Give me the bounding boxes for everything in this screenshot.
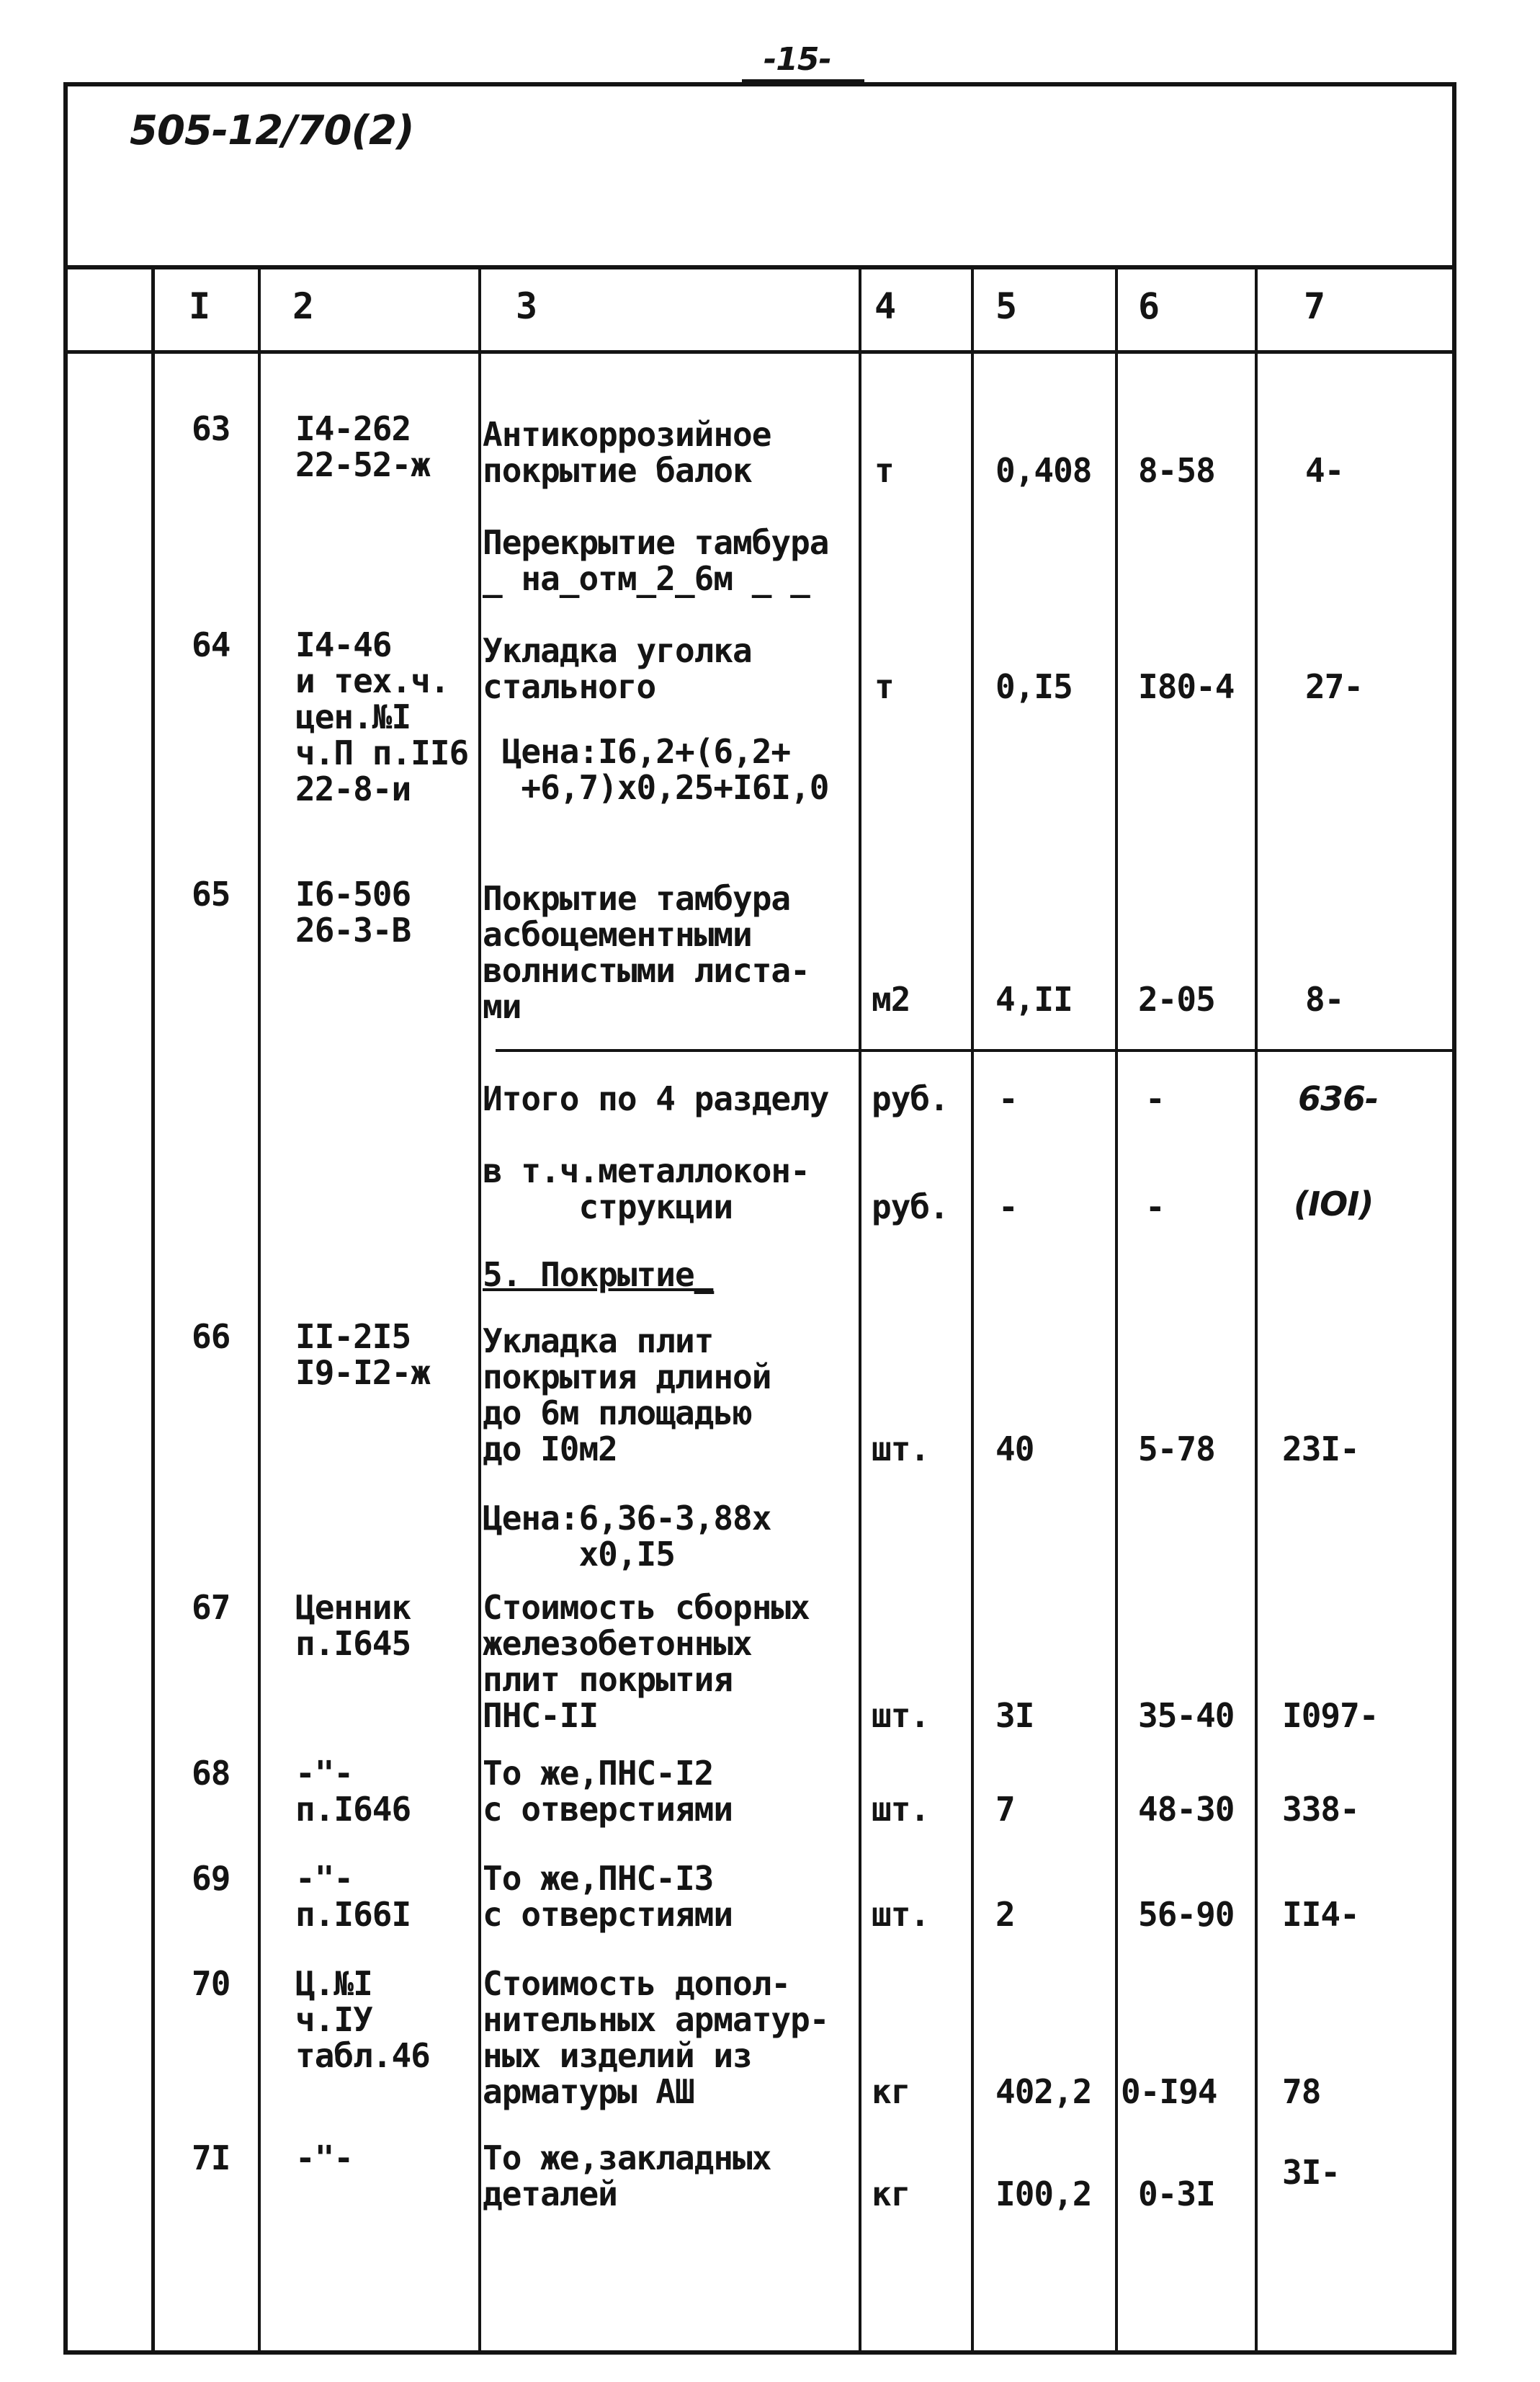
metal-structures-quantity: - xyxy=(998,1187,1018,1226)
col-sep-3 xyxy=(478,265,481,2355)
row-67-total: I097- xyxy=(1282,1696,1379,1735)
row-68-number: 68 xyxy=(192,1754,230,1793)
row-69-price: 56-90 xyxy=(1138,1895,1235,1934)
col-header-4: 4 xyxy=(874,285,896,327)
row-67-number: 67 xyxy=(192,1588,230,1627)
section-4-total-amount: 636- xyxy=(1298,1079,1379,1118)
row-65-description: Покрытие тамбура асбоцементными волнистыми листа- ми xyxy=(483,879,810,1026)
row-71-description: То же,закладных деталей xyxy=(483,2138,771,2213)
row-66-price-calc: Цена:6,36-3,88х х0,I5 xyxy=(483,1499,771,1574)
row-64-code: I4-46 и тех.ч. цен.№I ч.П п.II6 22-8-и xyxy=(295,625,469,808)
row-67-code: Ценник п.I645 xyxy=(295,1588,411,1663)
row-67-quantity: 3I xyxy=(995,1696,1034,1735)
col-sep-4 xyxy=(859,265,861,2355)
row-68-total: 338- xyxy=(1282,1790,1359,1829)
row-64-unit: т xyxy=(874,667,894,706)
row-69-total: II4- xyxy=(1282,1895,1359,1934)
row-69-number: 69 xyxy=(192,1859,230,1898)
metal-structures-unit: руб. xyxy=(872,1187,949,1226)
row-71-price: 0-3I xyxy=(1138,2174,1215,2213)
row-66-quantity: 40 xyxy=(995,1429,1034,1468)
row-71-quantity: I00,2 xyxy=(995,2174,1092,2213)
row-69-unit: шт. xyxy=(872,1895,930,1934)
row-63-code: I4-262 22-52-ж xyxy=(295,409,430,484)
row-68-unit: шт. xyxy=(872,1790,930,1829)
metal-structures-price: - xyxy=(1145,1187,1165,1226)
row-65-price: 2-05 xyxy=(1138,980,1215,1019)
row-63-quantity: 0,408 xyxy=(995,451,1092,490)
row-65-number: 65 xyxy=(192,875,230,914)
row-69-code: -"- п.I66I xyxy=(295,1859,411,1934)
row-66-price: 5-78 xyxy=(1138,1429,1215,1468)
row-64-number: 64 xyxy=(192,625,230,664)
col-header-7: 7 xyxy=(1304,285,1325,327)
col-sep-2 xyxy=(258,265,261,2355)
row-66-total: 23I- xyxy=(1282,1429,1359,1468)
row-69-quantity: 2 xyxy=(995,1895,1015,1934)
row-71-code: -"- xyxy=(295,2138,354,2177)
row-64-description: Укладка уголка стального xyxy=(483,631,752,706)
row-69-description: То же,ПНС-I3 с отверстиями xyxy=(483,1859,733,1934)
row-65-unit: м2 xyxy=(872,980,910,1019)
page-number: -15- xyxy=(764,41,831,78)
frame-right xyxy=(1452,82,1456,2355)
row-70-description: Стоимость допол- нительных арматур- ных изделий из арматуры АШ xyxy=(483,1964,829,2111)
row-70-unit: кг xyxy=(872,2072,910,2111)
row-65-quantity: 4,II xyxy=(995,980,1073,1019)
col-sep-5 xyxy=(971,265,974,2355)
row-64-quantity: 0,I5 xyxy=(995,667,1073,706)
row-66-unit: шт. xyxy=(872,1429,930,1468)
row-70-quantity: 402,2 xyxy=(995,2072,1092,2111)
section-4-total-label: Итого по 4 разделу xyxy=(483,1079,829,1118)
row-64-total: 27- xyxy=(1305,667,1364,706)
row-70-total: 78 xyxy=(1282,2072,1321,2111)
col-header-6: 6 xyxy=(1138,285,1160,327)
row-66-description: Укладка плит покрытия длиной до 6м площадью до I0м2 xyxy=(483,1321,771,1468)
row-68-description: То же,ПНС-I2 с отверстиями xyxy=(483,1754,733,1829)
subheading-tambour: Перекрытие тамбура _ на_отм_2_6м _ _ xyxy=(483,523,829,598)
row-70-code: Ц.№I ч.IУ табл.46 xyxy=(295,1964,430,2075)
metal-structures-label: в т.ч.металлокон- струкции xyxy=(483,1151,810,1226)
row-63-description: Антикоррозийное покрытие балок xyxy=(483,415,771,490)
row-71-unit: кг xyxy=(872,2174,910,2213)
row-71-number: 7I xyxy=(192,2138,230,2177)
header-line-bottom xyxy=(63,350,1456,354)
metal-structures-amount: (IOI) xyxy=(1294,1185,1374,1223)
row-67-price: 35-40 xyxy=(1138,1696,1235,1735)
col-sep-7 xyxy=(1255,265,1258,2355)
row-65-total: 8- xyxy=(1305,980,1344,1019)
header-line-top xyxy=(63,265,1456,269)
row-65-code: I6-506 26-3-В xyxy=(295,875,411,950)
row-66-number: 66 xyxy=(192,1317,230,1356)
col-sep-1 xyxy=(151,265,155,2355)
section-separator xyxy=(496,1049,1452,1052)
frame-top xyxy=(63,82,1456,86)
row-63-total: 4- xyxy=(1305,451,1344,490)
col-sep-6 xyxy=(1115,265,1118,2355)
row-70-number: 70 xyxy=(192,1964,230,2003)
row-66-code: II-2I5 I9-I2-ж xyxy=(295,1317,430,1392)
row-68-price: 48-30 xyxy=(1138,1790,1235,1829)
frame-bottom xyxy=(63,2350,1456,2355)
row-64-price-calc: Цена:I6,2+(6,2+ +6,7)х0,25+I6I,0 xyxy=(501,732,829,807)
row-63-price: 8-58 xyxy=(1138,451,1215,490)
section-4-total-quantity: - xyxy=(998,1079,1018,1118)
row-67-description: Стоимость сборных железобетонных плит покрытия ПНС-II xyxy=(483,1588,810,1735)
col-header-5: 5 xyxy=(995,285,1017,327)
row-70-price: 0-I94 xyxy=(1121,2072,1217,2111)
row-68-quantity: 7 xyxy=(995,1790,1015,1829)
row-67-unit: шт. xyxy=(872,1696,930,1735)
col-header-1: I xyxy=(189,285,210,327)
row-71-total: 3I- xyxy=(1282,2153,1340,2192)
section-4-total-unit: руб. xyxy=(872,1079,949,1118)
col-header-2: 2 xyxy=(292,285,314,327)
row-64-price: I80-4 xyxy=(1138,667,1235,706)
section-4-total-price: - xyxy=(1145,1079,1165,1118)
row-63-number: 63 xyxy=(192,409,230,448)
project-code: 505-12/70(2) xyxy=(130,107,414,154)
col-header-3: 3 xyxy=(516,285,537,327)
row-63-unit: т xyxy=(874,451,894,490)
frame-left xyxy=(63,82,68,2355)
row-68-code: -"- п.I646 xyxy=(295,1754,411,1829)
section-5-heading: 5. Покрытие_ xyxy=(483,1255,714,1294)
